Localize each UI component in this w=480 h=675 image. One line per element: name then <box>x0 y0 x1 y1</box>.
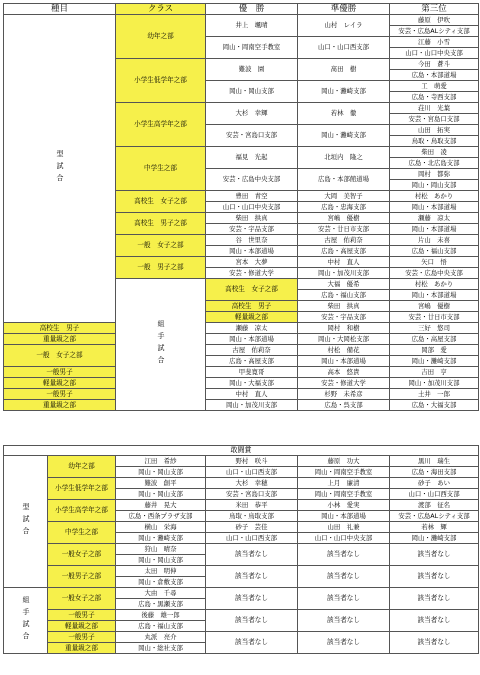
award-row <box>4 588 479 599</box>
award-row <box>4 632 479 643</box>
third-place-cell: 藤原 伊吹 <box>390 15 479 26</box>
award-none-cell: 該当者なし <box>390 610 479 632</box>
award-row <box>4 566 479 577</box>
award-winner-cell: 岡山・本部道場 <box>298 511 390 522</box>
award-winner-cell: 野村 咲斗 <box>206 456 298 467</box>
award-winner-cell: 横山 栄海 <box>116 522 206 533</box>
third-place-cell: 安芸・宮島口支部 <box>390 114 479 125</box>
award-winner-cell: 岡山・総社支部 <box>116 643 206 654</box>
award-winner-cell: 広島・福山支部 <box>116 621 206 632</box>
award-winner-cell: 山口・山口中央支部 <box>298 533 390 544</box>
section-kumite-label: 組手試合 <box>157 319 165 368</box>
second-place-cell: 広島・本部館道場 <box>298 169 390 191</box>
first-place-cell: 岡山・本部道場 <box>206 334 298 345</box>
third-place-cell: 工 萌愛 <box>390 81 479 92</box>
third-place-cell: 広島・本部道場 <box>390 70 479 81</box>
award-none-cell: 該当者なし <box>390 588 479 610</box>
table-row <box>4 389 479 400</box>
class-cell: 軽量級之部 <box>206 312 298 323</box>
award-winner-cell: 米田 恭平 <box>206 500 298 511</box>
first-place-cell: 瀬藤 凉太 <box>206 323 298 334</box>
first-place-cell: 広島・福山支部 <box>298 290 390 301</box>
award-winner-cell: 広島・黒瀬支部 <box>116 599 206 610</box>
third-place-cell: 岡山・本部道場 <box>390 224 479 235</box>
table-row <box>4 367 479 378</box>
class-cell: 高校生 男子 <box>206 301 298 312</box>
award-winner-cell: 山田 礼兼 <box>298 522 390 533</box>
third-place-cell: 広島・大福支部 <box>390 400 479 411</box>
third-place-cell: 柴田 凌 <box>390 147 479 158</box>
award-section-kumite <box>4 588 48 654</box>
second-place-cell: 岡山・灘崎支部 <box>298 81 390 103</box>
award-section-kumite-label: 組手試合 <box>22 595 30 644</box>
second-place-cell: 宮嶋 優樹 <box>390 301 479 312</box>
award-winner-cell: 渡部 征名 <box>390 500 479 511</box>
award-winner-cell: 江田 希紗 <box>116 456 206 467</box>
first-place-cell: 中村 直人 <box>206 389 298 400</box>
second-place-cell: 岡山・本部道場 <box>298 356 390 367</box>
second-place-cell: 安芸・廿日市支部 <box>298 224 390 235</box>
class-cell: 高校生 男子之部 <box>116 213 206 235</box>
class-cell: 幼年之部 <box>116 15 206 59</box>
section-kumite <box>116 279 206 411</box>
table-row <box>4 345 479 356</box>
award-table <box>3 445 479 654</box>
header-class: クラス <box>116 4 206 15</box>
second-place-cell: 村松 あかり <box>390 279 479 290</box>
third-place-cell: 岡山・本部道場 <box>390 202 479 213</box>
first-place-cell: 古屋 佑莉奈 <box>206 345 298 356</box>
second-place-cell: 村松 備花 <box>298 345 390 356</box>
third-place-cell: 片山 未喜 <box>390 235 479 246</box>
first-place-cell: 大杉 幸輝 <box>206 103 298 125</box>
third-place-cell: 土井 一郎 <box>390 389 479 400</box>
second-place-cell: 岡山・大岡松支部 <box>298 334 390 345</box>
award-class-cell: 小学生低学年之部 <box>48 478 116 500</box>
award-none-cell: 該当者なし <box>298 632 390 654</box>
class-cell: 中学生之部 <box>116 147 206 191</box>
second-place-cell: 岡山・加茂川支部 <box>298 268 390 279</box>
award-none-cell: 該当者なし <box>206 632 298 654</box>
award-winner-cell: 岡山・岡山支部 <box>116 467 206 478</box>
first-place-cell: 安芸・宇品支部 <box>298 312 390 323</box>
first-place-cell: 岡山・加茂川支部 <box>206 400 298 411</box>
header-first: 優 勝 <box>206 4 298 15</box>
award-winner-cell: 岡山・灘崎支部 <box>390 533 479 544</box>
first-place-cell: 安芸・宇品支部 <box>206 224 298 235</box>
award-winner-cell: 狩山 晴奈 <box>116 544 206 555</box>
first-place-cell: 安芸・修道大学 <box>206 268 298 279</box>
second-place-cell: 広島・高屋支部 <box>298 246 390 257</box>
award-class-cell: 軽量級之部 <box>48 621 116 632</box>
award-section-kata <box>4 456 48 588</box>
second-place-cell: 大岡 美智子 <box>298 191 390 202</box>
class-cell: 重量級之部 <box>4 334 116 345</box>
second-place-cell: 杉野 未希彦 <box>298 389 390 400</box>
second-place-cell: 岡山・灘崎支部 <box>298 125 390 147</box>
first-place-cell: 井上 颯晴 <box>206 15 298 37</box>
table-row <box>4 334 479 345</box>
award-winner-cell: 若林 輝 <box>390 522 479 533</box>
second-place-cell: 中村 直人 <box>298 257 390 268</box>
class-cell: 軽量級之部 <box>4 378 116 389</box>
third-place-cell: 安芸・広島ALシティ支部 <box>390 26 479 37</box>
third-place-cell: 江藤 小雪 <box>390 37 479 48</box>
award-class-cell: 一般男子之部 <box>48 566 116 588</box>
third-place-cell: 岡山・加茂川支部 <box>390 378 479 389</box>
third-place-cell: 広島・福山支部 <box>390 246 479 257</box>
award-winner-cell: 太田 明伸 <box>116 566 206 577</box>
third-place-cell: 三好 悠司 <box>390 323 479 334</box>
class-cell: 一般男子 <box>4 367 116 378</box>
third-place-cell: 鳥取・鳥取支部 <box>390 136 479 147</box>
class-cell: 一般 女子之部 <box>4 345 116 367</box>
third-place-cell: 岡山・岡山支部 <box>390 180 479 191</box>
second-place-cell: 高本 悠貴 <box>298 367 390 378</box>
second-place-cell: 安芸・廿日市支部 <box>390 312 479 323</box>
section-kata <box>4 15 116 323</box>
award-winner-cell: 藤原 功大 <box>298 456 390 467</box>
third-place-cell: 広島・高屋支部 <box>390 334 479 345</box>
first-place-cell: 宮本 大夢 <box>206 257 298 268</box>
second-place-cell: 広島・呉支部 <box>298 400 390 411</box>
award-winner-cell: 山口・山口西支部 <box>390 489 479 500</box>
award-row <box>4 522 479 533</box>
award-winner-cell: 藤井 晃大 <box>116 500 206 511</box>
third-place-cell: 村松 あかり <box>390 191 479 202</box>
third-place-cell: 岡山・灘崎支部 <box>390 356 479 367</box>
first-place-cell: 岡山・大福支部 <box>206 378 298 389</box>
first-place-cell: 柴田 拱真 <box>298 301 390 312</box>
class-cell: 小学生低学年之部 <box>116 59 206 103</box>
award-none-cell: 該当者なし <box>298 566 390 588</box>
class-cell: 高校生 女子之部 <box>116 191 206 213</box>
third-place-cell: 瀬藤 凉太 <box>390 213 479 224</box>
class-cell: 重量級之部 <box>4 400 116 411</box>
award-winner-cell: 小林 愛実 <box>298 500 390 511</box>
award-row <box>4 478 479 489</box>
second-place-cell: 宮嶋 優樹 <box>298 213 390 224</box>
first-place-cell: 難波 園 <box>206 59 298 81</box>
second-place-cell: 安芸・修道大学 <box>298 378 390 389</box>
second-place-cell: 岡山・本部道場 <box>390 290 479 301</box>
award-none-cell: 該当者なし <box>206 544 298 566</box>
first-place-cell: 福見 光起 <box>206 147 298 169</box>
class-cell: 一般男子 <box>4 389 116 400</box>
second-place-cell: 山口・山口西支部 <box>298 37 390 59</box>
third-place-cell: 山口・山口中央支部 <box>390 48 479 59</box>
award-class-cell: 一般男子 <box>48 632 116 643</box>
award-class-cell: 一般男子 <box>48 610 116 621</box>
table-row <box>4 323 479 334</box>
award-none-cell: 該当者なし <box>390 566 479 588</box>
third-place-cell: 岡部 愛 <box>390 345 479 356</box>
award-none-cell: 該当者なし <box>298 610 390 632</box>
award-class-cell: 重量級之部 <box>48 643 116 654</box>
third-place-cell: 岡村 都弥 <box>390 169 479 180</box>
first-place-cell: 山口・山口中央支部 <box>206 202 298 213</box>
table-row <box>4 400 479 411</box>
award-winner-cell: 岡山・岡山支部 <box>116 555 206 566</box>
award-row <box>4 610 479 621</box>
award-winner-cell: 大杉 幸穂 <box>206 478 298 489</box>
class-cell: 高校生 女子之部 <box>206 279 298 301</box>
second-place-cell: 岡村 和樹 <box>298 323 390 334</box>
award-winner-cell: 鳥取・鳥取支部 <box>206 511 298 522</box>
award-winner-cell: 岡山・倉敷支部 <box>116 577 206 588</box>
first-place-cell: 岡山・本部道場 <box>206 246 298 257</box>
award-class-cell: 一般女子之部 <box>48 544 116 566</box>
class-cell: 一般 女子之部 <box>116 235 206 257</box>
award-winner-cell: 難波 創平 <box>116 478 206 489</box>
award-class-cell: 幼年之部 <box>48 456 116 478</box>
third-place-cell: 安芸・広島中央支部 <box>390 268 479 279</box>
results-table <box>3 3 479 411</box>
header-second: 準優勝 <box>298 4 390 15</box>
award-winner-cell: 安芸・広島ALシティ支部 <box>390 511 479 522</box>
second-place-cell: 若林 徹 <box>298 103 390 125</box>
second-place-cell: 北垣内 隆之 <box>298 147 390 169</box>
award-winner-cell: 山口・山口西支部 <box>206 533 298 544</box>
section-kata-label: 型試合 <box>56 149 64 186</box>
header-event: 種目 <box>4 4 116 15</box>
first-place-cell: 安芸・宮島口支部 <box>206 125 298 147</box>
award-none-cell: 該当者なし <box>298 588 390 610</box>
third-place-cell: 荘川 光葉 <box>390 103 479 114</box>
award-title: 敢闘賞 <box>4 446 479 456</box>
first-place-cell: 甲斐寛哥 <box>206 367 298 378</box>
award-none-cell: 該当者なし <box>206 588 298 610</box>
third-place-cell: 広島・寺西支部 <box>390 92 479 103</box>
third-place-cell: 広島・北広島支部 <box>390 158 479 169</box>
award-row <box>4 456 479 467</box>
first-place-cell: 谷 世里奈 <box>206 235 298 246</box>
award-winner-cell: 山口・山口西支部 <box>206 467 298 478</box>
first-place-cell: 大福 優希 <box>298 279 390 290</box>
second-place-cell: 古屋 佑莉奈 <box>298 235 390 246</box>
table-row <box>4 378 479 389</box>
second-place-cell: 髙田 樹 <box>298 59 390 81</box>
first-place-cell: 岡山・岡南空手教室 <box>206 37 298 59</box>
award-winner-cell: 岡山・岡南空手教室 <box>298 467 390 478</box>
award-section-kata-label: 型試合 <box>22 502 30 539</box>
award-winner-cell: 後藤 雄一郎 <box>116 610 206 621</box>
first-place-cell: 柴田 拱真 <box>206 213 298 224</box>
award-winner-cell: 大由 千尋 <box>116 588 206 599</box>
award-class-cell: 小学生高学年之部 <box>48 500 116 522</box>
award-none-cell: 該当者なし <box>390 544 479 566</box>
award-winner-cell: 砂子 あい <box>390 478 479 489</box>
award-winner-cell: 砂子 芸佳 <box>206 522 298 533</box>
award-row <box>4 500 479 511</box>
award-none-cell: 該当者なし <box>206 610 298 632</box>
award-winner-cell: 上月 廉清 <box>298 478 390 489</box>
award-winner-cell: 丸派 亮介 <box>116 632 206 643</box>
second-place-cell: 山村 レイラ <box>298 15 390 37</box>
award-class-cell: 一般女子之部 <box>48 588 116 610</box>
class-cell: 高校生 男子 <box>4 323 116 334</box>
award-winner-cell: 岡山・灘崎支部 <box>116 533 206 544</box>
header-third: 第三位 <box>390 4 479 15</box>
award-winner-cell: 岡山・岡南空手教室 <box>298 489 390 500</box>
award-none-cell: 該当者なし <box>206 566 298 588</box>
first-place-cell: 豊田 青空 <box>206 191 298 202</box>
second-place-cell: 広島・忠海支部 <box>298 202 390 213</box>
third-place-cell: 吉田 亨 <box>390 367 479 378</box>
award-winner-cell: 安芸・宮島口支部 <box>206 489 298 500</box>
class-cell: 小学生高学年之部 <box>116 103 206 147</box>
first-place-cell: 岡山・岡山支部 <box>206 81 298 103</box>
third-place-cell: 今田 蒼斗 <box>390 59 479 70</box>
table-row <box>4 15 479 26</box>
award-none-cell: 該当者なし <box>390 632 479 654</box>
award-winner-cell: 黒川 瑞生 <box>390 456 479 467</box>
award-row <box>4 544 479 555</box>
award-none-cell: 該当者なし <box>298 544 390 566</box>
class-cell: 一般 男子之部 <box>116 257 206 279</box>
first-place-cell: 安芸・広島中央支部 <box>206 169 298 191</box>
award-winner-cell: 広島・西条プラザ支部 <box>116 511 206 522</box>
award-winner-cell: 広島・海田支部 <box>390 467 479 478</box>
first-place-cell: 広島・高屋支部 <box>206 356 298 367</box>
award-class-cell: 中学生之部 <box>48 522 116 544</box>
award-winner-cell: 岡山・岡山支部 <box>116 489 206 500</box>
third-place-cell: 山田 拓実 <box>390 125 479 136</box>
third-place-cell: 矢口 悟 <box>390 257 479 268</box>
